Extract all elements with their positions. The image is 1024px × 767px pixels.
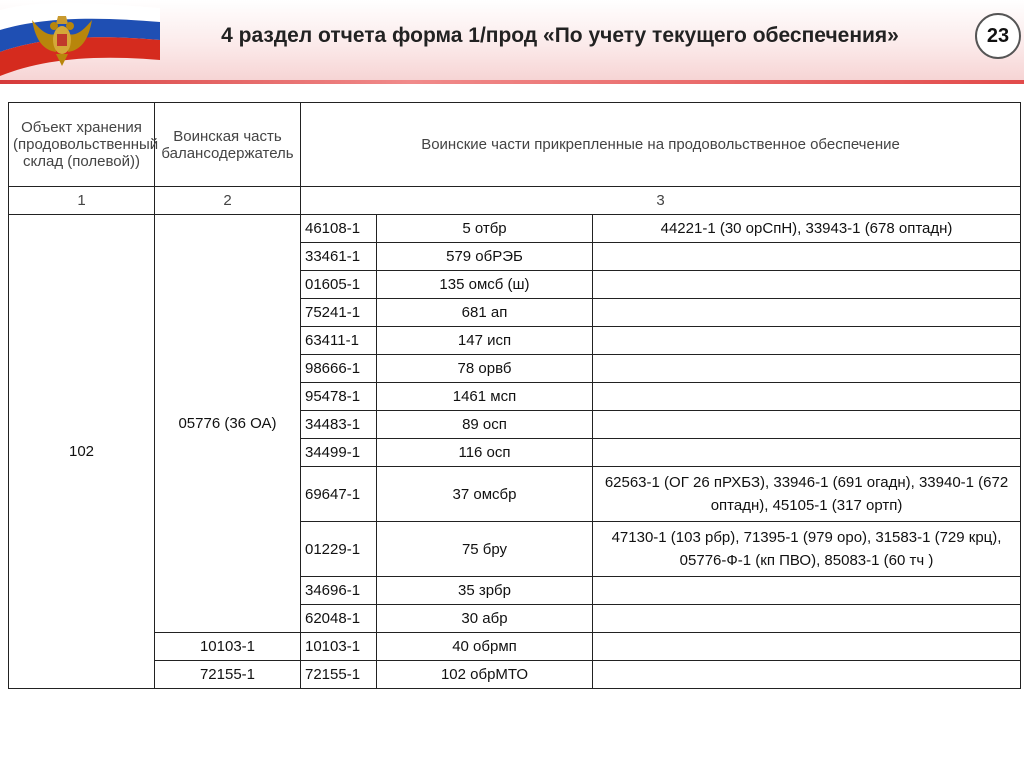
unit-cell: 98666-1	[301, 355, 377, 383]
unit-name-cell: 40 обрмп	[377, 633, 593, 661]
unit-cell: 69647-1	[301, 467, 377, 522]
attached-cell	[593, 355, 1021, 383]
header-balance-holder: Воинская часть балансодержатель	[155, 103, 301, 187]
attached-cell	[593, 299, 1021, 327]
storage-cell: 102	[9, 215, 155, 689]
unit-name-cell: 147 исп	[377, 327, 593, 355]
attached-cell	[593, 243, 1021, 271]
table-number-row	[9, 187, 1021, 215]
attached-cell: 44221-1 (30 орСпН), 33943-1 (678 оптадн)	[593, 215, 1021, 243]
page-title: 4 раздел отчета форма 1/прод «По учету текущего обеспечения»	[221, 24, 899, 47]
unit-name-cell: 681 ап	[377, 299, 593, 327]
unit-name-cell: 5 отбр	[377, 215, 593, 243]
unit-name-cell: 35 зрбр	[377, 577, 593, 605]
column-number-3: 3	[301, 187, 1021, 215]
unit-cell: 95478-1	[301, 383, 377, 411]
flag-emblem-logo	[0, 0, 160, 82]
table-row	[9, 661, 1021, 689]
unit-name-cell: 102 обрМТО	[377, 661, 593, 689]
unit-name-cell: 37 омсбр	[377, 467, 593, 522]
column-number-2: 2	[155, 187, 301, 215]
unit-cell: 63411-1	[301, 327, 377, 355]
unit-cell: 33461-1	[301, 243, 377, 271]
double-headed-eagle-icon	[0, 0, 160, 82]
header-divider	[0, 80, 1024, 84]
unit-cell: 34483-1	[301, 411, 377, 439]
attached-cell	[593, 661, 1021, 689]
unit-name-cell: 78 орвб	[377, 355, 593, 383]
attached-cell: 47130-1 (103 рбр), 71395-1 (979 оро), 31583-1 (729 крц), 05776-Ф-1 (кп ПВО), 85083-1 (60 тч )	[593, 522, 1021, 577]
unit-cell: 10103-1	[301, 633, 377, 661]
unit-cell: 75241-1	[301, 299, 377, 327]
balance-holder-cell: 72155-1	[155, 661, 301, 689]
attached-cell	[593, 411, 1021, 439]
unit-name-cell: 135 омсб (ш)	[377, 271, 593, 299]
unit-name-cell: 116 осп	[377, 439, 593, 467]
unit-cell: 01229-1	[301, 522, 377, 577]
attached-cell	[593, 383, 1021, 411]
attached-cell	[593, 577, 1021, 605]
unit-cell: 62048-1	[301, 605, 377, 633]
table-row	[9, 633, 1021, 661]
column-number-1: 1	[9, 187, 155, 215]
slide-number-badge: 23	[975, 13, 1021, 59]
table-row	[9, 215, 1021, 243]
attached-cell: 62563-1 (ОГ 26 пРХБЗ), 33946-1 (691 огадн), 33940-1 (672 оптадн), 45105-1 (317 ортп)	[593, 467, 1021, 522]
attached-cell	[593, 439, 1021, 467]
unit-cell: 72155-1	[301, 661, 377, 689]
unit-cell: 46108-1	[301, 215, 377, 243]
table-header-row	[9, 103, 1021, 187]
supply-table	[8, 102, 1021, 689]
slide-header	[0, 0, 1024, 82]
attached-cell	[593, 605, 1021, 633]
header-storage: Объект хранения (продовольственный склад (полевой))	[9, 103, 155, 187]
attached-cell	[593, 327, 1021, 355]
unit-name-cell: 30 абр	[377, 605, 593, 633]
unit-name-cell: 89 осп	[377, 411, 593, 439]
unit-cell: 01605-1	[301, 271, 377, 299]
unit-cell: 34696-1	[301, 577, 377, 605]
unit-name-cell: 579 обРЭБ	[377, 243, 593, 271]
balance-holder-cell: 05776 (36 ОА)	[155, 215, 301, 633]
unit-cell: 34499-1	[301, 439, 377, 467]
unit-name-cell: 75 бру	[377, 522, 593, 577]
balance-holder-cell: 10103-1	[155, 633, 301, 661]
attached-cell	[593, 271, 1021, 299]
header-attached-units: Воинские части прикрепленные на продовольственное обеспечение	[301, 103, 1021, 187]
unit-name-cell: 1461 мсп	[377, 383, 593, 411]
attached-cell	[593, 633, 1021, 661]
